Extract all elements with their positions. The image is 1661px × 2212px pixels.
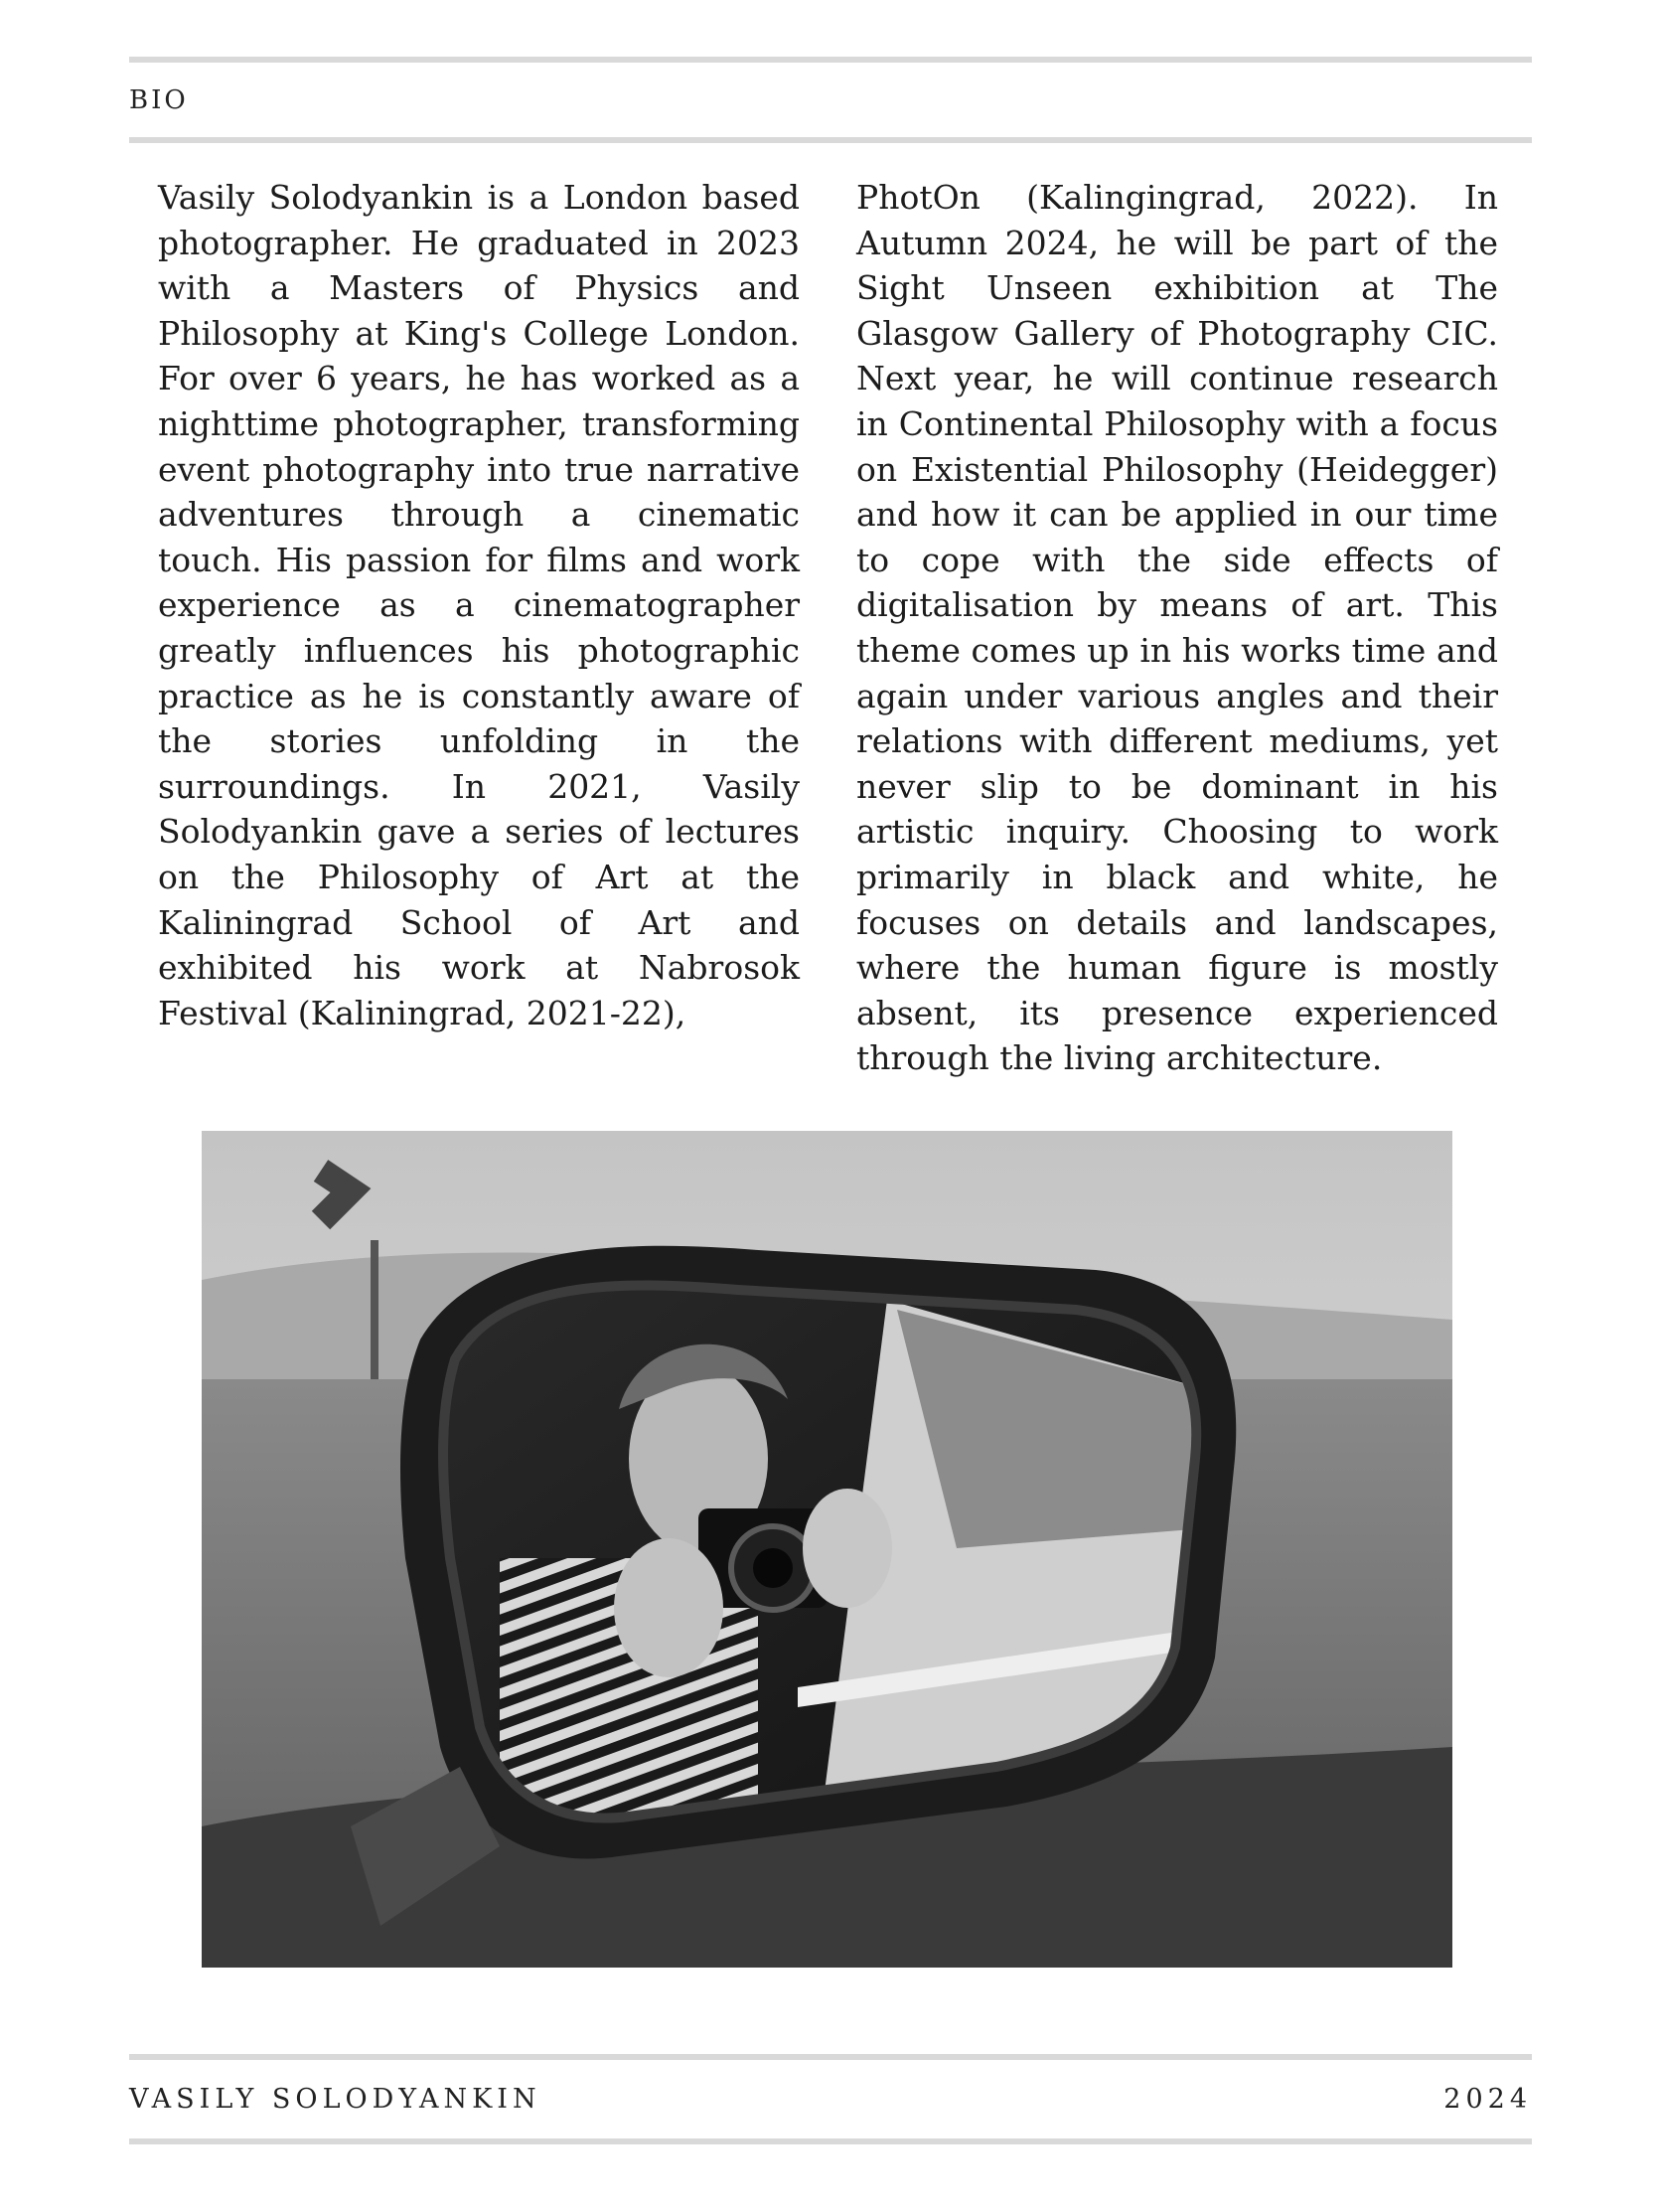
footer-top-rule bbox=[129, 2054, 1532, 2060]
footer-year: 2024 bbox=[1443, 2084, 1532, 2115]
bio-right-column: PhotOn (Kalingingrad, 2022). In Autumn 2024, he will be part of the Sight Unseen exhibition at The Glasgow Gallery of Photography CIC. Next year, he will continue research in Continental Philosophy with a focus on Existential Philosophy (Heidegger) and how it can be applied in our time to cope with the side effects of digitalisation by means of art. This theme comes up in his works time and again under various angles and their relations with different mediums, yet never slip to be dominant in his artistic inquiry. Choosing to work primarily in black and white, he focuses on details and landscapes, where the human figure is mostly absent, its presence experienced through the living architecture. bbox=[856, 178, 1498, 1078]
top-rule bbox=[129, 57, 1532, 63]
section-label: BIO bbox=[129, 85, 189, 115]
footer-author-name: VASILY SOLODYANKIN bbox=[129, 2084, 541, 2115]
bio-left-column: Vasily Solodyankin is a London based photographer. He graduated in 2023 with a Masters of Physics and Philosophy at King's College London. For over 6 years, he has worked as a nighttime photographer, transforming event photography into true narrative adventures through a cinematic touch. His passion for films and work experience as a cinematographer greatly influences his photographic practice as he is constantly aware of the stories unfolding in the surroundings. In 2021, Vasily Solodyankin gave a series of lectures on the Philosophy of Art at the Kaliningrad School of Art and exhibited his work at Nabrosok Festival (Kaliningrad, 2021-22), bbox=[158, 178, 800, 1032]
self-portrait-photo bbox=[202, 1131, 1452, 1968]
header-rule bbox=[129, 137, 1532, 143]
footer-bottom-rule bbox=[129, 2138, 1532, 2144]
